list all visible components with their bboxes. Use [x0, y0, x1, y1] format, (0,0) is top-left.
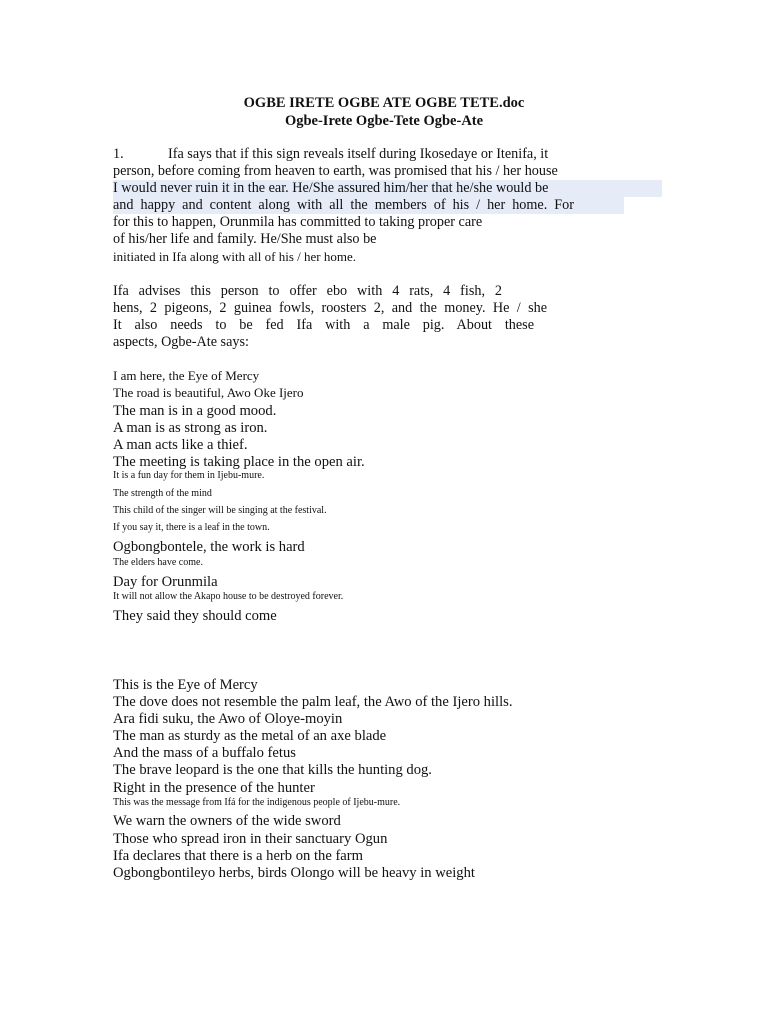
verse-line: Day for Orunmila — [113, 574, 218, 590]
paragraph-line: I would never ruin it in the ear. He/She assured him/her that he/she would be — [113, 180, 549, 196]
verse-line: The brave leopard is the one that kills the hunting dog. — [113, 762, 432, 778]
verse-line: It is a fun day for them in Ijebu-mure. — [113, 470, 265, 481]
paragraph-line: 1. Ifa says that if this sign reveals itself during Ikosedaye or Itenifa, it — [113, 146, 549, 162]
document-subtitle: Ogbe-Irete Ogbe-Tete Ogbe-Ate — [284, 113, 484, 129]
verse-line: The dove does not resemble the palm leaf, the Awo of the Ijero hills. — [113, 694, 513, 710]
verse-line: Ara fidi suku, the Awo of Oloye-moyin — [113, 711, 343, 727]
list-number: 1. — [113, 146, 124, 162]
verse-line: Ogbongbontileyo herbs, birds Olongo will be heavy in weight — [113, 865, 475, 881]
verse-line: The meeting is taking place in the open air. — [113, 454, 365, 470]
paragraph-line: Ifa advises this person to offer ebo with 4 rats, 4 fish, 2 — [113, 283, 502, 299]
document-file-title: OGBE IRETE OGBE ATE OGBE TETE.doc — [243, 95, 525, 111]
paragraph-line: of his/her life and family. He/She must also be — [113, 231, 377, 247]
verse-line: If you say it, there is a leaf in the town. — [113, 522, 270, 533]
paragraph-line: for this to happen, Orunmila has committed to taking proper care — [113, 214, 483, 230]
verse-line: It will not allow the Akapo house to be destroyed forever. — [113, 591, 344, 602]
verse-line: The road is beautiful, Awo Oke Ijero — [113, 385, 304, 400]
paragraph-line: initiated in Ifa along with all of his / her home. — [113, 249, 356, 264]
verse-line: This was the message from Ifá for the indigenous people of Ijebu-mure. — [113, 797, 401, 808]
verse-line: The man as sturdy as the metal of an axe blade — [113, 728, 387, 744]
verse-line: This is the Eye of Mercy — [113, 677, 258, 693]
verse-line: The strength of the mind — [113, 488, 212, 499]
verse-line: This child of the singer will be singing at the festival. — [113, 505, 327, 516]
verse-line: Those who spread iron in their sanctuary Ogun — [113, 831, 388, 847]
verse-line: The man is in a good mood. — [113, 403, 277, 419]
verse-line: They said they should come — [113, 608, 277, 624]
verse-line: Ogbongbontele, the work is hard — [113, 539, 305, 555]
verse-line: I am here, the Eye of Mercy — [113, 368, 260, 383]
paragraph-line: It also needs to be fed Ifa with a male pig. About these — [113, 317, 534, 333]
paragraph-line: hens, 2 pigeons, 2 guinea fowls, roosters 2, and the money. He / she — [113, 300, 547, 316]
verse-line: A man is as strong as iron. — [113, 420, 268, 436]
verse-line: Ifa declares that there is a herb on the farm — [113, 848, 363, 864]
verse-line: The elders have come. — [113, 557, 203, 568]
verse-line: A man acts like a thief. — [113, 437, 248, 453]
paragraph-line: aspects, Ogbe-Ate says: — [113, 334, 249, 350]
paragraph-line: and happy and content along with all the members of his / her home. For — [113, 197, 574, 213]
verse-line: We warn the owners of the wide sword — [113, 813, 341, 829]
verse-line: Right in the presence of the hunter — [113, 780, 315, 796]
verse-line: And the mass of a buffalo fetus — [113, 745, 296, 761]
paragraph-line: person, before coming from heaven to earth, was promised that his / her house — [113, 163, 558, 179]
